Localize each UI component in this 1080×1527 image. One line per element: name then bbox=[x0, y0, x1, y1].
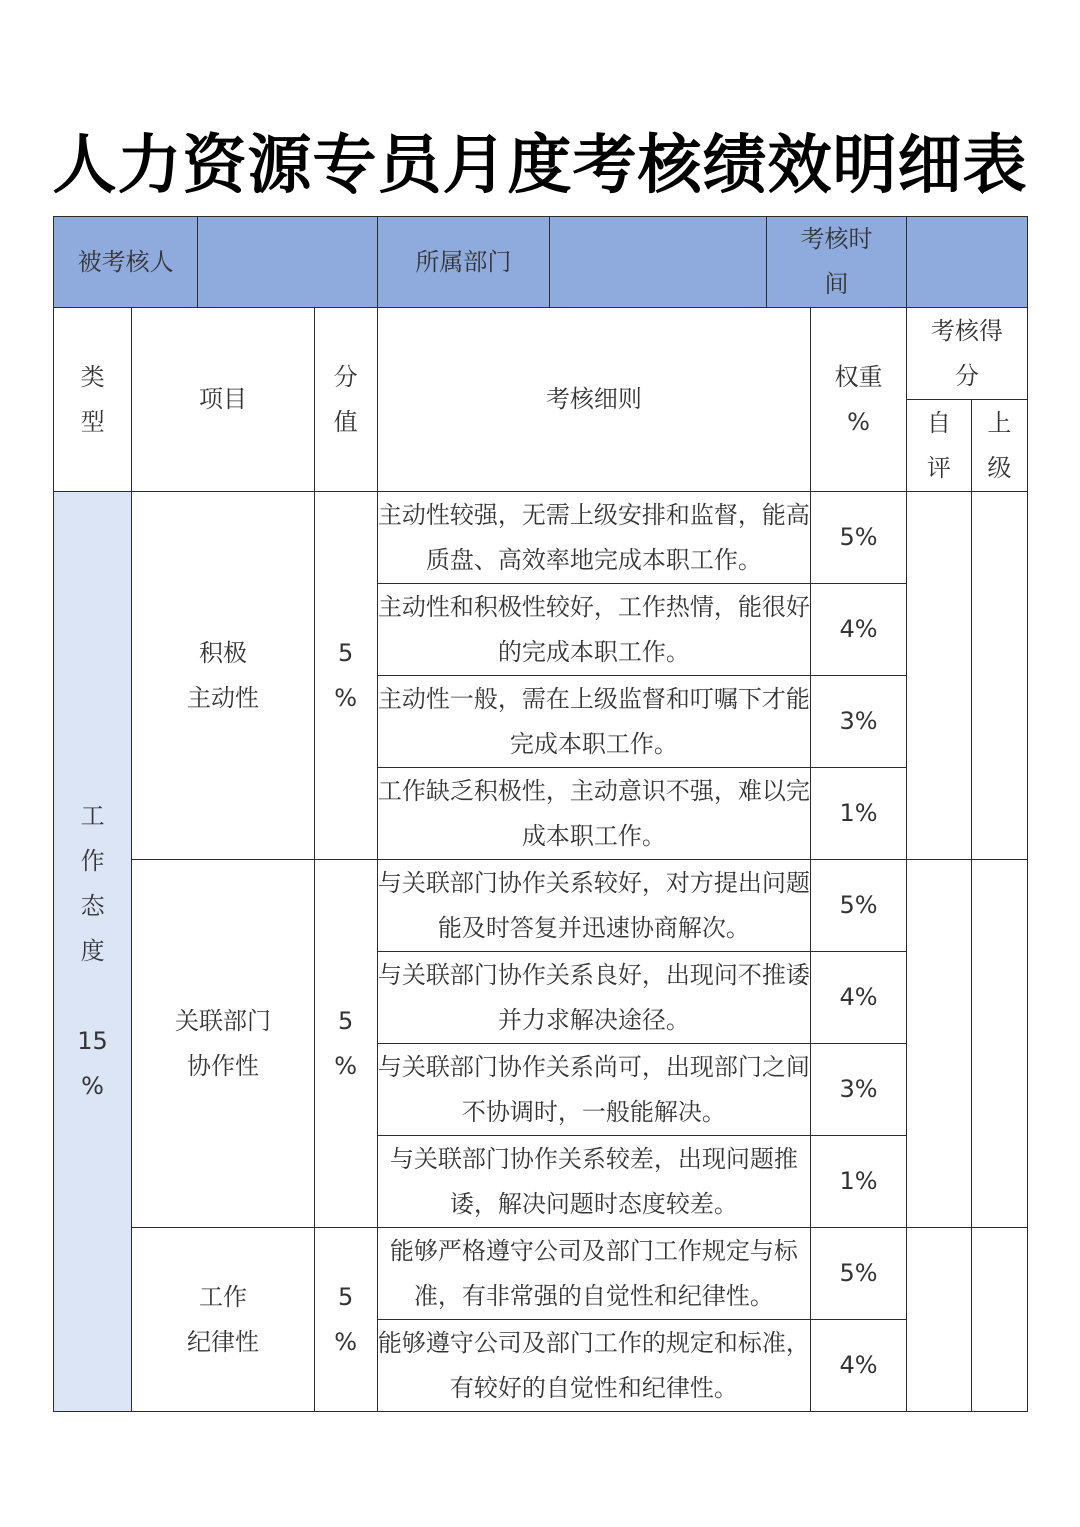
time-field[interactable] bbox=[906, 217, 1027, 308]
category-char: 态 bbox=[80, 892, 105, 920]
weight-cell: 1% bbox=[811, 768, 907, 860]
item-cell bbox=[132, 860, 315, 1228]
table-row bbox=[54, 492, 1028, 584]
weight-cell: 5% bbox=[811, 1228, 907, 1320]
criteria-cell bbox=[377, 1044, 811, 1136]
col-weight-line1: 权重 bbox=[834, 362, 883, 391]
evaluatee-field[interactable] bbox=[198, 217, 377, 308]
criteria-line2: 能及时答复并迅速协商解次。 bbox=[437, 913, 750, 942]
dept-label: 所属部门 bbox=[377, 217, 550, 308]
score-line1: 5 bbox=[338, 1006, 354, 1035]
weight-cell: 5% bbox=[811, 492, 907, 584]
criteria-line2: 的完成本职工作。 bbox=[497, 637, 690, 666]
col-sup bbox=[971, 400, 1027, 492]
item-line2: 协作性 bbox=[186, 1051, 259, 1080]
weight-cell: 4% bbox=[811, 1320, 907, 1412]
weight-cell: 3% bbox=[811, 1044, 907, 1136]
self-score-cell[interactable] bbox=[906, 1228, 971, 1412]
criteria-line1: 主动性一般，需在上级监督和叮嘱下才能 bbox=[377, 684, 810, 713]
criteria-line1: 与关联部门协作关系较差，出现问题推 bbox=[389, 1144, 798, 1173]
weight-cell: 1% bbox=[811, 1136, 907, 1228]
time-label-line2: 间 bbox=[824, 270, 849, 298]
category-percent-sign: % bbox=[81, 1072, 104, 1100]
col-eval-line1: 考核得 bbox=[930, 316, 1003, 345]
criteria-cell bbox=[377, 1228, 811, 1320]
criteria-cell bbox=[377, 676, 811, 768]
item-line1: 积极 bbox=[198, 638, 247, 667]
criteria-line1: 与关联部门协作关系良好，出现问不推诿 bbox=[377, 960, 810, 989]
category-char: 作 bbox=[80, 847, 105, 875]
criteria-line1: 与关联部门协作关系较好，对方提出问题 bbox=[377, 868, 810, 897]
evaluatee-label: 被考核人 bbox=[54, 217, 198, 308]
self-score-cell[interactable] bbox=[906, 492, 971, 860]
criteria-line2: 成本职工作。 bbox=[521, 821, 666, 850]
self-score-cell[interactable] bbox=[906, 860, 971, 1228]
criteria-line2: 准，有非常强的自觉性和纪律性。 bbox=[413, 1281, 774, 1310]
criteria-line1: 主动性和积极性较好，工作热情，能很好 bbox=[377, 592, 810, 621]
col-criteria: 考核细则 bbox=[377, 308, 811, 492]
criteria-line2: 诿，解决问题时态度较差。 bbox=[449, 1189, 738, 1218]
criteria-line2: 不协调时，一般能解决。 bbox=[461, 1097, 726, 1126]
criteria-line1: 能够严格遵守公司及部门工作规定与标 bbox=[389, 1236, 798, 1265]
score-cell bbox=[314, 492, 377, 860]
page-title: 人力资源专员月度考核绩效明细表 bbox=[52, 129, 1028, 203]
score-line1: 5 bbox=[338, 1282, 354, 1311]
criteria-line2: 有较好的自觉性和纪律性。 bbox=[449, 1373, 738, 1402]
col-score-line2: 值 bbox=[333, 407, 358, 436]
weight-cell: 4% bbox=[811, 584, 907, 676]
col-self bbox=[906, 400, 971, 492]
col-score bbox=[314, 308, 377, 492]
criteria-cell bbox=[377, 1136, 811, 1228]
col-item: 项目 bbox=[132, 308, 315, 492]
criteria-line2: 质盘、高效率地完成本职工作。 bbox=[425, 545, 762, 574]
score-cell bbox=[314, 860, 377, 1228]
table-row bbox=[54, 1228, 1028, 1320]
assessment-table bbox=[53, 216, 1028, 1412]
criteria-cell bbox=[377, 860, 811, 952]
item-cell bbox=[132, 1228, 315, 1412]
score-line1: 5 bbox=[338, 638, 354, 667]
category-gap bbox=[54, 974, 131, 1019]
category-char: 度 bbox=[80, 937, 105, 965]
category-percent: 15 bbox=[77, 1027, 108, 1055]
col-self-line2: 评 bbox=[926, 453, 951, 482]
criteria-line1: 能够遵守公司及部门工作的规定和标准， bbox=[377, 1328, 810, 1357]
col-self-line1: 自 bbox=[926, 408, 951, 437]
criteria-line2: 完成本职工作。 bbox=[509, 729, 678, 758]
score-line2: % bbox=[334, 683, 358, 712]
criteria-cell bbox=[377, 768, 811, 860]
weight-cell: 4% bbox=[811, 952, 907, 1044]
category-cell bbox=[54, 492, 132, 1412]
header-row bbox=[54, 217, 1028, 308]
score-cell bbox=[314, 1228, 377, 1412]
criteria-line1: 工作缺乏积极性，主动意识不强，难以完 bbox=[377, 776, 810, 805]
col-weight bbox=[811, 308, 907, 492]
score-line2: % bbox=[334, 1051, 358, 1080]
weight-cell: 5% bbox=[811, 860, 907, 952]
category-char: 工 bbox=[80, 802, 105, 830]
supervisor-score-cell[interactable] bbox=[971, 492, 1027, 860]
item-line1: 工作 bbox=[198, 1282, 247, 1311]
criteria-line2: 并力求解决途径。 bbox=[497, 1005, 690, 1034]
weight-cell: 3% bbox=[811, 676, 907, 768]
col-type-line1: 类 bbox=[80, 362, 105, 391]
criteria-cell bbox=[377, 584, 811, 676]
column-header-row bbox=[54, 308, 1028, 400]
col-score-line1: 分 bbox=[333, 362, 358, 391]
item-line2: 主动性 bbox=[186, 683, 259, 712]
col-type-line2: 型 bbox=[80, 407, 105, 436]
col-sup-line1: 上 bbox=[987, 408, 1012, 437]
criteria-line1: 主动性较强，无需上级安排和监督，能高 bbox=[377, 500, 810, 529]
col-type bbox=[54, 308, 132, 492]
item-line2: 纪律性 bbox=[186, 1327, 259, 1356]
time-label bbox=[767, 217, 907, 308]
criteria-cell bbox=[377, 492, 811, 584]
col-eval bbox=[906, 308, 1027, 400]
criteria-line1: 与关联部门协作关系尚可，出现部门之间 bbox=[377, 1052, 810, 1081]
criteria-cell bbox=[377, 1320, 811, 1412]
criteria-cell bbox=[377, 952, 811, 1044]
dept-field[interactable] bbox=[550, 217, 767, 308]
supervisor-score-cell[interactable] bbox=[971, 860, 1027, 1228]
table-row bbox=[54, 860, 1028, 952]
item-line1: 关联部门 bbox=[174, 1006, 271, 1035]
supervisor-score-cell[interactable] bbox=[971, 1228, 1027, 1412]
col-weight-line2: % bbox=[847, 407, 870, 436]
col-eval-line2: 分 bbox=[954, 361, 979, 390]
col-sup-line2: 级 bbox=[987, 453, 1012, 482]
time-label-line1: 考核时 bbox=[800, 225, 873, 253]
score-line2: % bbox=[334, 1327, 358, 1356]
item-cell bbox=[132, 492, 315, 860]
